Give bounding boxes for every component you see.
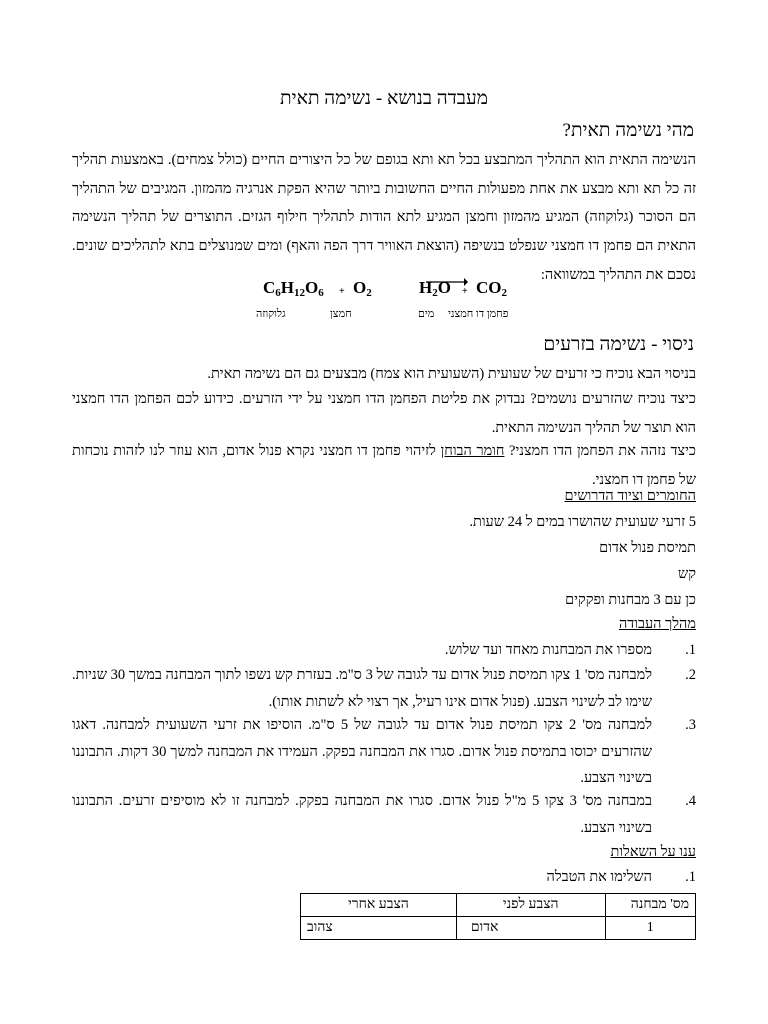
section-heading-experiment: ניסוי - נשימה בזרעים <box>543 334 694 355</box>
indicator-term: חומר הבוחן <box>440 443 505 459</box>
question-item: .1 השלימו את הטבלה <box>546 869 696 885</box>
page-title: מעבדה בנושא - נשימה תאית <box>280 88 488 109</box>
procedure-step: .1 מספרו את המבחנות מאחד ועד שלוש. <box>444 642 696 658</box>
section-heading-cellular-respiration: מהי נשימה תאית? <box>562 120 694 141</box>
table-row <box>301 917 696 940</box>
table-cell: צהוב <box>301 917 457 940</box>
label-glucose: גלוקוזה <box>256 308 286 320</box>
materials-item: כן עם 3 מבחנות ופקקים <box>565 592 696 608</box>
table-header-row <box>301 894 696 917</box>
procedure-heading: מהלך העבודה <box>618 616 696 632</box>
glucose-formula: $C_6H_{12}O_6$ <box>263 278 324 299</box>
indicator-paragraph: כיצד נזהה את הפחמן הדו חמצני? חומר הבוחן לזיהוי פחמן דו חמצני נקרא פנול אדום, הוא עוזר לנו לזהות נוכחות של פחמן דו חמצני. <box>72 443 696 488</box>
label-oxygen: חמצן <box>330 308 352 320</box>
label-water: מים <box>418 308 435 320</box>
reaction-arrow-icon <box>424 276 468 296</box>
results-table <box>300 893 696 940</box>
procedure-step: .3 למבחנה מס' 2 צקו תמיסת פנול אדום עד לגובה של 5 ס"מ. הוסיפו את זרעי השעועית למבחנה. דאגו שהזרעים יכוסו בתמיסת פנול אדום. סגרו את המבחנה בפקק. העמידו את המבחנה למשך 30 דקות. התבוננו בשינוי הצבע. <box>72 717 696 786</box>
label-co2: פחמן דו חמצני <box>448 308 509 320</box>
respiration-equation <box>0 276 768 306</box>
procedure-step: .2 למבחנה מס' 1 צקו תמיסת פנול אדום עד לגובה של 3 ס"מ. בעזרת קש נשפו לתוך המבחנה במשך 30 שניות. שימו לב לשינוי הצבע. (פנול אדום אינו רעיל, אך רצוי לא לשתות אותו). <box>72 667 696 710</box>
table-cell: 1 <box>605 917 695 940</box>
water-formula: $H_2O$ <box>419 278 451 299</box>
materials-heading: החומרים וציוד הדרושים <box>564 488 696 504</box>
table-cell: אדום <box>456 917 605 940</box>
materials-item: תמיסת פנול אדום <box>599 540 696 556</box>
procedure-step: .4 במבחנה מס' 3 צקו 5 מ"ל פנול אדום. סגרו את המבחנה בפקק. למבחנה זו לא מוסיפים זרעים. התבוננו בשינוי הצבע. <box>72 793 696 836</box>
intro-paragraph: הנשימה התאית הוא התהליך המתבצע בכל תא ותא בגופם של כל היצורים החיים (כולל צמחים). באמצעות תהליך זה כל תא ותא מבצע את אחת מפעולות החיים החשובות ביותר שהיא הפקת אנרגיה מהמזון. המגיבים של התהליך הם הסוכר (גלוקוזה) המגיע מהמזון וחמצן המגיע לתא הודות לתהליך חילוף הגזים. התוצרים של תהליך הנשימה התאית הם פחמן דו חמצני שנפלט בנשיפה (הוצאת האוויר דרך הפה והאף) ומים שמנוצלים בתא לתהליכים שונים. נסכם את התהליך במשוואה: <box>72 152 696 283</box>
oxygen-formula: $O_2$ <box>353 278 372 299</box>
materials-item: 5 זרעי שעועית שהושרו במים ל 24 שעות. <box>469 514 696 530</box>
table-header-cell: הצבע לפני <box>456 894 605 917</box>
plus-sign: + <box>462 286 468 297</box>
plus-sign: + <box>339 286 345 297</box>
table-header-cell: מס' מבחנה <box>605 894 695 917</box>
co2-formula: $CO_2$ <box>476 278 507 299</box>
questions-heading: ענו על השאלות <box>610 844 696 860</box>
materials-item: קש <box>677 566 696 582</box>
experiment-question: כיצד נוכיח שהזרעים נושמים? נבדוק את פליטת הפחמן הדו חמצני על ידי הזרעים. כידוע לכם הפחמן הדו חמצני הוא תוצר של תהליך הנשימה התאית. <box>72 391 696 436</box>
experiment-intro: בניסוי הבא נוכיח כי זרעים של שעועית (השעועית הוא צמח) מבצעים גם הם נשימה תאית. <box>207 366 696 382</box>
table-header-cell: הצבע אחרי <box>301 894 457 917</box>
